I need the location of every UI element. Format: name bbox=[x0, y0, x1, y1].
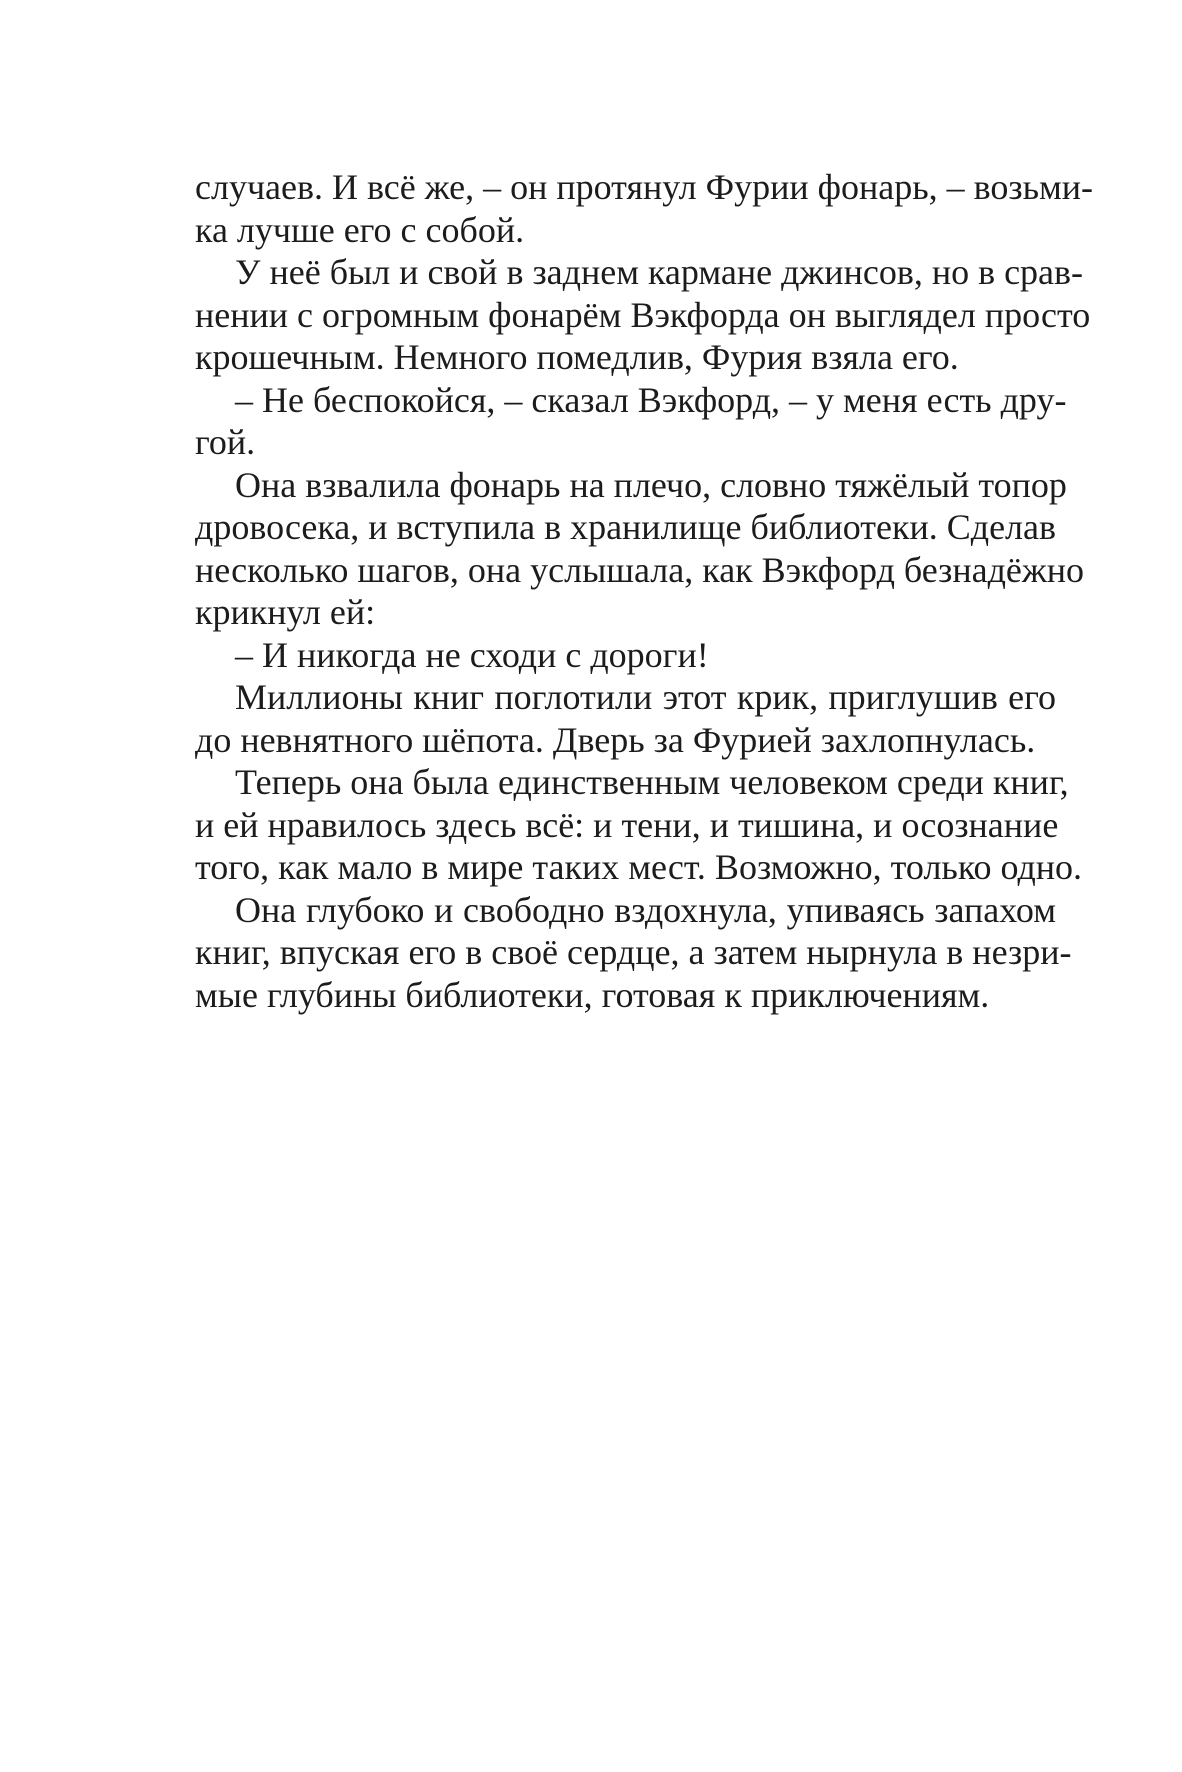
text-line: дровосека, и вступила в хранилище библиотеки. Сделав bbox=[195, 507, 1056, 547]
text-line: ка лучше его с собой. bbox=[195, 209, 525, 250]
body-text bbox=[195, 166, 1094, 1016]
text-line: – Не беспокойся, – сказал Вэкфорд, – у меня есть дру- bbox=[235, 379, 1067, 420]
text-line: У неё был и свой в заднем кармане джинсов, но в срав- bbox=[235, 252, 1084, 292]
text-line: случаев. И всё же, – он протянул Фурии фонарь, – возьми- bbox=[195, 167, 1094, 207]
text-line: нении с огромным фонарём Вэкфорда он выглядел просто bbox=[195, 294, 1091, 335]
text-line: книг, впуская его в своё сердце, а затем нырнула в незри- bbox=[195, 932, 1072, 972]
text-line: гой. bbox=[195, 422, 256, 462]
text-line: Она взвалила фонарь на плечо, словно тяжёлый топор bbox=[235, 464, 1067, 505]
text-line: Она глубоко и свободно вздохнула, упиваясь запахом bbox=[235, 889, 1056, 930]
text-line: крикнул ей: bbox=[195, 592, 376, 632]
text-line: несколько шагов, она услышала, как Вэкфорд безнадёжно bbox=[195, 549, 1085, 590]
text-line: крошечным. Немного помедлив, Фурия взяла его. bbox=[195, 337, 959, 377]
text-line: Теперь она была единственным человеком среди книг, bbox=[235, 762, 1069, 802]
text-line: – И никогда не сходи с дороги! bbox=[235, 634, 709, 675]
text-line: и ей нравилось здесь всё: и тени, и тишина, и осознание bbox=[195, 804, 1059, 845]
text-line: мые глубины библиотеки, готовая к приключениям. bbox=[195, 974, 990, 1015]
text-line: Миллионы книг поглотили этот крик, приглушив его bbox=[235, 677, 1056, 717]
text-line: до невнятного шёпота. Дверь за Фурией захлопнулась. bbox=[195, 719, 1036, 760]
text-line: того, как мало в мире таких мест. Возможно, только одно. bbox=[195, 847, 1083, 887]
